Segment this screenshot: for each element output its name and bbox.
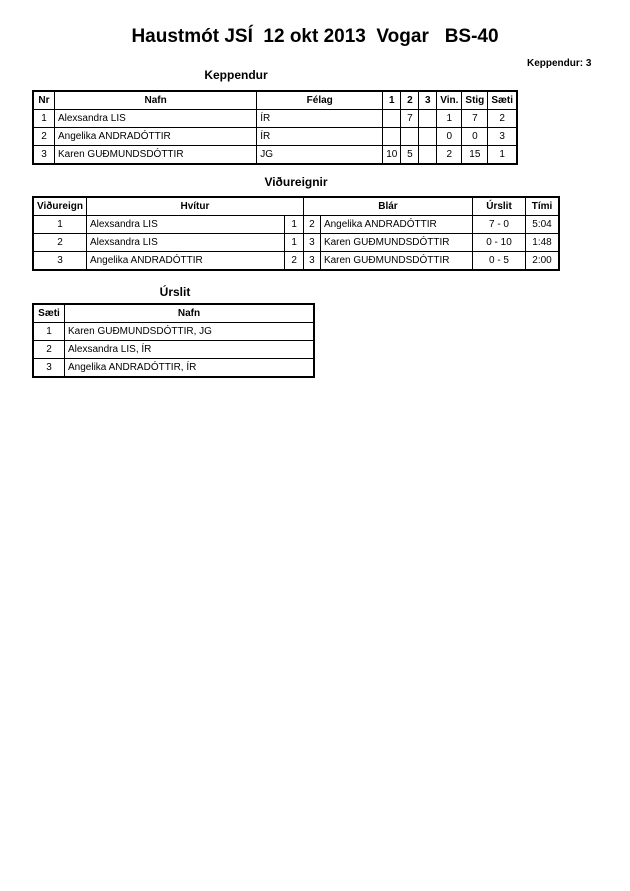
cell-hvitur-nr: 1	[285, 216, 304, 234]
cell-r3	[419, 146, 437, 165]
vidureignir-table	[32, 196, 560, 271]
cell-r1	[383, 128, 401, 146]
cell-nr: 1	[33, 110, 54, 128]
col-1: 1	[383, 91, 401, 110]
keppendur-header-row	[33, 91, 517, 110]
cell-blar-nr: 3	[303, 234, 320, 252]
cell-nafn: Alexsandra LIS	[54, 110, 256, 128]
col-blar: Blár	[303, 197, 472, 216]
cell-vin: 0	[437, 128, 462, 146]
cell-r3	[419, 110, 437, 128]
competitors-count: Keppendur: 3	[527, 58, 592, 69]
cell-saeti: 3	[488, 128, 517, 146]
table-row	[33, 359, 314, 378]
cell-timi: 5:04	[526, 216, 560, 234]
cell-urslit: 7 - 0	[473, 216, 526, 234]
cell-saeti: 1	[488, 146, 517, 165]
vidureignir-header-row	[33, 197, 559, 216]
cell-vin: 1	[437, 110, 462, 128]
urslit-header-row	[33, 304, 314, 323]
cell-nr: 3	[33, 252, 86, 271]
cell-felag: ÍR	[257, 110, 383, 128]
cell-hvitur: Alexsandra LIS	[86, 234, 284, 252]
cell-hvitur-nr: 2	[285, 252, 304, 271]
table-row	[33, 110, 517, 128]
cell-r2: 7	[401, 110, 419, 128]
page-title: Haustmót JSÍ 12 okt 2013 Vogar BS-40	[131, 26, 499, 47]
col-timi: Tími	[526, 197, 560, 216]
cell-r1	[383, 110, 401, 128]
table-row	[33, 216, 559, 234]
table-row	[33, 146, 517, 165]
col-saeti: Sæti	[33, 304, 65, 323]
cell-saeti: 3	[33, 359, 65, 378]
cell-blar-nr: 3	[303, 252, 320, 271]
cell-r3	[419, 128, 437, 146]
cell-nr: 2	[33, 234, 86, 252]
cell-felag: JG	[257, 146, 383, 165]
cell-r2	[401, 128, 419, 146]
urslit-table	[32, 303, 315, 378]
col-urslit: Úrslit	[473, 197, 526, 216]
cell-urslit: 0 - 5	[473, 252, 526, 271]
col-3: 3	[419, 91, 437, 110]
cell-nafn: Karen GUÐMUNDSDÓTTIR, JG	[65, 323, 315, 341]
cell-r2: 5	[401, 146, 419, 165]
cell-blar: Angelika ANDRADÓTTIR	[320, 216, 472, 234]
cell-blar-nr: 2	[303, 216, 320, 234]
cell-vin: 2	[437, 146, 462, 165]
cell-saeti: 2	[488, 110, 517, 128]
cell-stig: 7	[462, 110, 488, 128]
cell-saeti: 1	[33, 323, 65, 341]
col-nafn: Nafn	[54, 91, 256, 110]
cell-saeti: 2	[33, 341, 65, 359]
col-vidureign: Viðureign	[33, 197, 86, 216]
cell-hvitur-nr: 1	[285, 234, 304, 252]
col-nafn: Nafn	[65, 304, 315, 323]
col-2: 2	[401, 91, 419, 110]
cell-blar: Karen GUÐMUNDSDÓTTIR	[320, 234, 472, 252]
cell-r1: 10	[383, 146, 401, 165]
cell-felag: ÍR	[257, 128, 383, 146]
cell-urslit: 0 - 10	[473, 234, 526, 252]
urslit-heading: Úrslit	[159, 285, 191, 299]
col-nr: Nr	[33, 91, 54, 110]
cell-hvitur: Angelika ANDRADÓTTIR	[86, 252, 284, 271]
table-row	[33, 234, 559, 252]
vidureignir-heading: Viðureignir	[264, 175, 328, 189]
table-row	[33, 252, 559, 271]
col-saeti: Sæti	[488, 91, 517, 110]
cell-timi: 2:00	[526, 252, 560, 271]
cell-stig: 15	[462, 146, 488, 165]
keppendur-table	[32, 90, 518, 165]
keppendur-heading: Keppendur	[204, 68, 268, 82]
cell-blar: Karen GUÐMUNDSDÓTTIR	[320, 252, 472, 271]
table-row	[33, 323, 314, 341]
cell-hvitur: Alexsandra LIS	[86, 216, 284, 234]
cell-nr: 2	[33, 128, 54, 146]
cell-nafn: Angelika ANDRADÓTTIR	[54, 128, 256, 146]
cell-nafn: Alexsandra LIS, ÍR	[65, 341, 315, 359]
cell-nafn: Angelika ANDRADÓTTIR, ÍR	[65, 359, 315, 378]
col-hvitur: Hvítur	[86, 197, 303, 216]
col-stig: Stig	[462, 91, 488, 110]
table-row	[33, 128, 517, 146]
col-felag: Félag	[257, 91, 383, 110]
table-row	[33, 341, 314, 359]
cell-nr: 1	[33, 216, 86, 234]
cell-stig: 0	[462, 128, 488, 146]
cell-nr: 3	[33, 146, 54, 165]
cell-timi: 1:48	[526, 234, 560, 252]
cell-nafn: Karen GUÐMUNDSDÓTTIR	[54, 146, 256, 165]
col-vin: Vin.	[437, 91, 462, 110]
